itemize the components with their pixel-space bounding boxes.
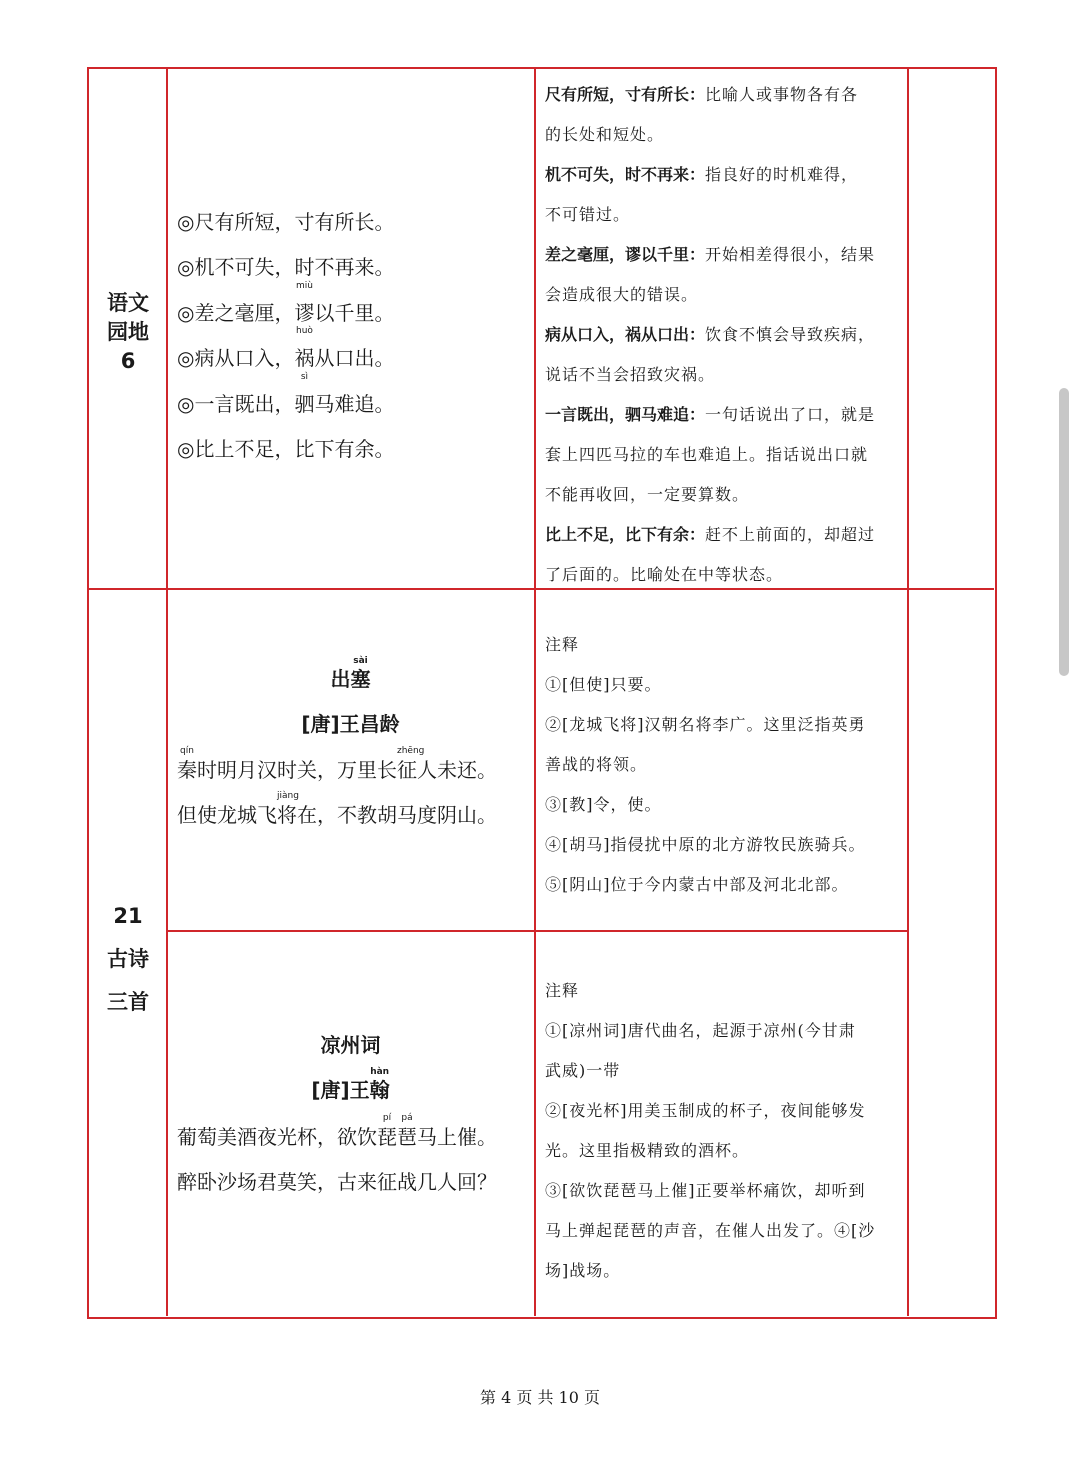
poem-title: 出 sài 塞 xyxy=(330,656,371,691)
proverb-line: ◎机不可失，时不再来。 xyxy=(177,255,395,280)
unit-label-line: 语文 xyxy=(107,291,149,315)
note-line: 差之毫厘，谬以千里：开始相差得很小，结果 xyxy=(545,245,876,264)
note-line: 光。这里指极精致的酒杯。 xyxy=(545,1141,750,1160)
unit-label-line: 6 xyxy=(120,349,136,373)
pinyin-char: pá 琶 xyxy=(397,1113,417,1149)
row-divider xyxy=(166,930,908,932)
poem-line: 葡萄美酒夜光杯，欲饮 pí 琵 pá 琶马上催。 xyxy=(177,1113,497,1149)
pinyin-char: zhēng 征 xyxy=(397,746,425,782)
note-line: 说话不当会招致灾祸。 xyxy=(545,365,716,384)
note-line: ③[欲饮琵琶马上催]正要举杯痛饮，却听到 xyxy=(545,1181,866,1200)
note-line: ②[夜光杯]用美玉制成的杯子，夜间能够发 xyxy=(545,1101,866,1120)
proverb-line: ◎比上不足，比下有余。 xyxy=(177,436,395,461)
note-line: 一言既出，驷马难追：一句话说出了口，就是 xyxy=(545,405,876,424)
proverb-notes xyxy=(545,75,905,595)
note-line: 善战的将领。 xyxy=(545,755,648,774)
note-line: 马上弹起琵琶的声音，在催人出发了。④[沙 xyxy=(545,1221,876,1240)
unit-label-lesson-21 xyxy=(89,895,167,1024)
pinyin-char: pí 琵 xyxy=(377,1113,397,1149)
col-divider xyxy=(534,69,536,1316)
poem-line: qín 秦时明月汉时关，万里长 zhēng 征人未还。 xyxy=(177,746,497,782)
proverb-list xyxy=(177,200,394,472)
note-line: 套上四匹马拉的车也难追上。指话说出口就 xyxy=(545,445,869,464)
pinyin-char: jiàng 将 xyxy=(277,791,299,827)
note-line: ③[教]令，使。 xyxy=(545,795,662,814)
unit-label-line: 21 xyxy=(113,904,143,928)
note-line: 场]战场。 xyxy=(545,1261,621,1280)
poem2-notes xyxy=(545,971,905,1291)
note-line: 不可错过。 xyxy=(545,205,631,224)
poem-author: [唐]王 hàn 翰 xyxy=(311,1067,390,1102)
note-line: 了后面的。比喻处在中等状态。 xyxy=(545,565,784,584)
unit-label-garden-6 xyxy=(89,289,167,376)
note-line: 机不可失，时不再来：指良好的时机难得， xyxy=(545,165,859,184)
proverb-line: ◎病从口入， huò 祸从口出。 xyxy=(177,336,394,381)
note-line: 病从口入，祸从口出：饮食不慎会导致疾病， xyxy=(545,325,876,344)
poem-line: 但使龙城飞 jiàng 将在，不教胡马度阴山。 xyxy=(177,791,497,827)
unit-label-line: 园地 xyxy=(107,320,149,344)
pinyin-char: qín 秦 xyxy=(177,746,197,782)
poem-title: 凉州词 xyxy=(320,1033,381,1057)
note-line: ④[胡马]指侵扰中原的北方游牧民族骑兵。 xyxy=(545,835,866,854)
note-line: ①[凉州词]唐代曲名，起源于凉州(今甘肃 xyxy=(545,1021,856,1040)
proverb-line: ◎一言既出， sì 驷马难追。 xyxy=(177,382,394,427)
proverb-line: ◎尺有所短，寸有所长。 xyxy=(177,210,395,234)
note-line: ②[龙城飞将]汉朝名将李广。这里泛指英勇 xyxy=(545,715,866,734)
proverb-line: ◎差之毫厘， miù 谬以千里。 xyxy=(177,291,394,336)
note-line: 的长处和短处。 xyxy=(545,125,665,144)
poem-line: 醉卧沙场君莫笑，古来征战几人回？ xyxy=(177,1170,497,1194)
col-divider xyxy=(907,69,909,1316)
note-line: 注释 xyxy=(545,635,580,654)
pinyin-char: miù 谬 xyxy=(294,280,315,325)
unit-label-line: 三首 xyxy=(107,990,149,1014)
note-line: 不能再收回，一定要算数。 xyxy=(545,485,750,504)
lesson-table xyxy=(87,67,997,1319)
scrollbar-thumb[interactable] xyxy=(1059,388,1069,676)
note-line: 比上不足，比下有余：赶不上前面的，却超过 xyxy=(545,525,876,544)
pinyin-char: hàn 翰 xyxy=(369,1067,390,1102)
note-line: 会造成很大的错误。 xyxy=(545,285,699,304)
pinyin-char: sài 塞 xyxy=(350,656,371,691)
note-line: ①[但使]只要。 xyxy=(545,675,662,694)
poem1-notes xyxy=(545,625,905,905)
note-line: ⑤[阴山]位于今内蒙古中部及河北北部。 xyxy=(545,875,849,894)
note-line: 尺有所短，寸有所长：比喻人或事物各有各 xyxy=(545,85,859,104)
note-line: 注释 xyxy=(545,981,580,1000)
poem-author: [唐]王昌龄 xyxy=(301,712,400,736)
page-footer: 第 4 页 共 10 页 xyxy=(480,1388,600,1407)
note-line: 武威)一带 xyxy=(545,1061,621,1080)
pinyin-char: huò 祸 xyxy=(294,326,315,371)
unit-label-line: 古诗 xyxy=(107,947,149,971)
pinyin-char: sì 驷 xyxy=(294,371,315,416)
col-divider xyxy=(166,69,168,1316)
